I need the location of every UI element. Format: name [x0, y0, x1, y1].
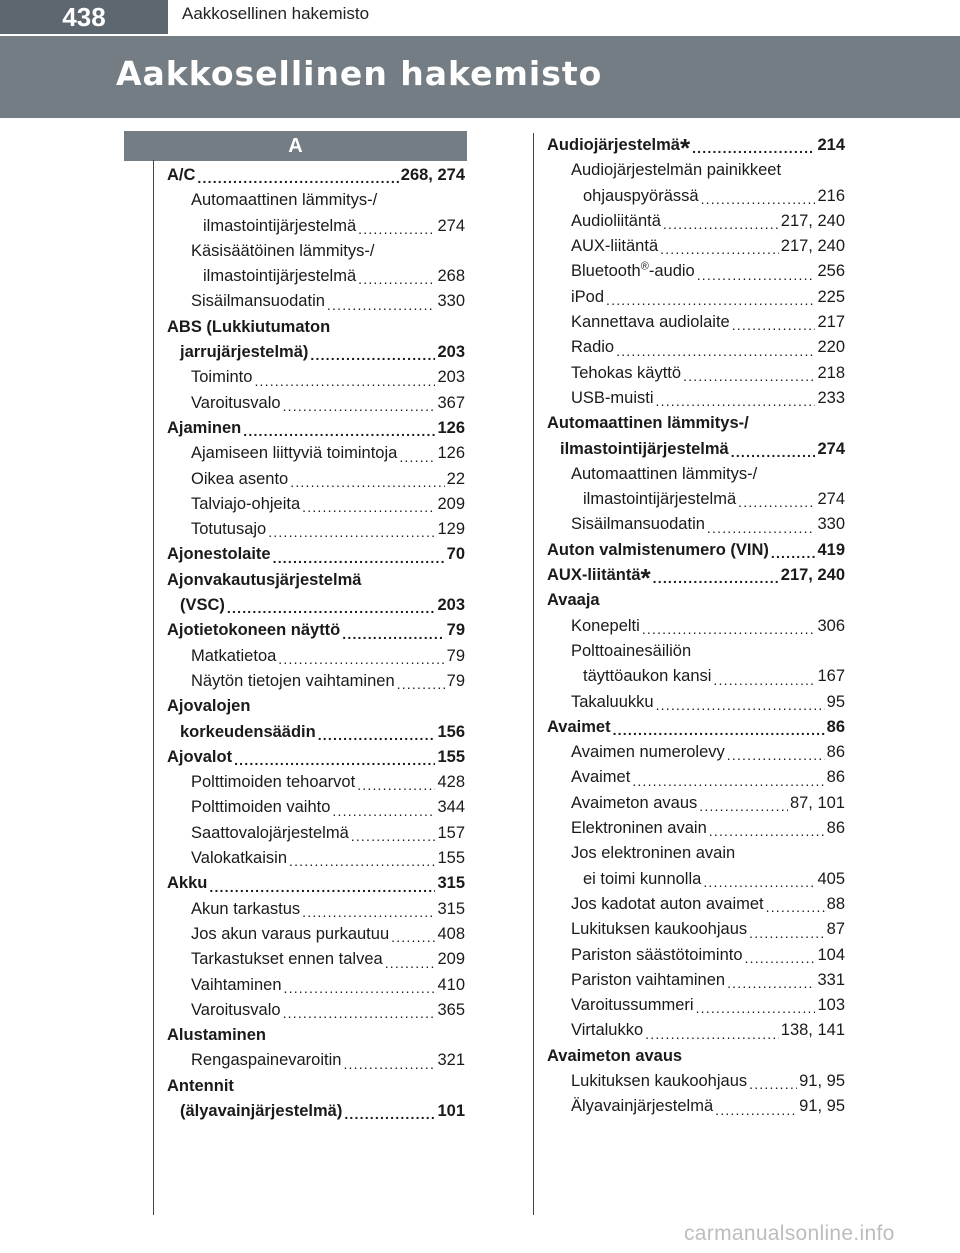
index-entry — [167, 720, 465, 745]
entry-page: 167 — [817, 667, 845, 686]
entry-term: Vaihtaminen — [191, 975, 282, 994]
dot-leader — [197, 168, 398, 188]
dot-leader — [397, 674, 445, 694]
dot-leader — [713, 670, 815, 690]
dot-leader — [342, 624, 444, 644]
index-entry — [547, 841, 845, 866]
index-entry — [167, 1023, 465, 1048]
entry-term: Audioliitäntä — [571, 211, 661, 230]
entry-page: 86 — [826, 743, 845, 762]
index-column-left — [167, 163, 465, 1124]
index-entry — [167, 289, 465, 314]
entry-term: Automaattinen lämmitys-/ — [547, 414, 749, 433]
dot-leader — [268, 522, 435, 542]
index-entry — [547, 361, 845, 386]
index-entry — [547, 690, 845, 715]
entry-term: korkeudensäädin — [180, 722, 316, 741]
entry-term: Elektroninen avain — [571, 819, 707, 838]
dot-leader — [327, 295, 436, 315]
entry-term: Akku — [167, 874, 208, 893]
index-entry — [547, 259, 845, 284]
entry-term: ilmastointijärjestelmä — [203, 267, 357, 286]
index-entry — [167, 846, 465, 871]
dot-leader — [358, 269, 435, 289]
dot-leader — [771, 543, 816, 563]
entry-page: 274 — [817, 439, 845, 458]
index-entry — [547, 993, 845, 1018]
index-entry — [547, 335, 845, 360]
entry-term: Jos elektroninen avain — [571, 844, 736, 863]
entry-term: ilmastointijärjestelmä — [203, 216, 357, 235]
running-head: Aakkosellinen hakemisto — [182, 4, 370, 23]
entry-page: 157 — [437, 823, 465, 842]
entry-term: Avaimet — [547, 717, 611, 736]
index-entry — [547, 285, 845, 310]
index-entry — [547, 411, 845, 436]
index-entry — [547, 234, 845, 259]
entry-page: 203 — [437, 343, 465, 362]
index-entry — [167, 973, 465, 998]
dot-leader — [385, 953, 436, 973]
entry-page: 101 — [437, 1101, 465, 1120]
entry-page: 274 — [437, 216, 465, 235]
entry-page: 126 — [437, 418, 465, 437]
entry-page: 365 — [437, 1000, 465, 1019]
index-entry — [167, 947, 465, 972]
dot-leader — [683, 366, 815, 386]
entry-term: Varoitusvalo — [191, 1000, 281, 1019]
dot-leader — [656, 391, 816, 411]
title-band — [0, 36, 960, 118]
dot-leader — [645, 1024, 779, 1044]
dot-leader — [697, 265, 816, 285]
entry-page: 155 — [437, 849, 465, 868]
entry-page: 104 — [817, 945, 845, 964]
entry-term: ilmastointijärjestelmä — [583, 490, 737, 509]
entry-page: 22 — [446, 469, 465, 488]
index-entry — [167, 492, 465, 517]
entry-page: 79 — [446, 671, 465, 690]
index-entry — [547, 791, 845, 816]
dot-leader — [653, 568, 779, 588]
entry-term: Totutusajo — [191, 520, 267, 539]
index-entry — [167, 593, 465, 618]
dot-leader — [358, 219, 435, 239]
entry-page: 220 — [817, 338, 845, 357]
entry-page: 138, 141 — [780, 1021, 845, 1040]
page-title: Aakkosellinen hakemisto — [116, 54, 603, 93]
entry-term: Käsisäätöinen lämmitys-/ — [191, 241, 375, 260]
entry-term: USB-muisti — [571, 388, 654, 407]
index-entry — [547, 740, 845, 765]
index-entry — [167, 821, 465, 846]
top-header — [0, 0, 960, 36]
entry-page: 95 — [826, 692, 845, 711]
entry-term: AUX-liitäntä* — [547, 563, 651, 594]
entry-term: Alustaminen — [167, 1026, 267, 1045]
entry-page: 306 — [817, 616, 845, 635]
entry-term: Avaimeton avaus — [547, 1046, 683, 1065]
entry-page: 217 — [817, 313, 845, 332]
index-entry — [167, 214, 465, 239]
entry-page: 419 — [817, 540, 845, 559]
entry-term: ABS (Lukkiutumaton — [167, 317, 331, 336]
index-entry — [547, 563, 845, 594]
index-entry — [167, 542, 465, 567]
entry-page: 87, 101 — [789, 793, 845, 812]
entry-page: 155 — [437, 747, 465, 766]
dot-leader — [391, 927, 435, 947]
entry-page: 86 — [826, 819, 845, 838]
dot-leader — [663, 214, 779, 234]
entry-term: Oikea asento — [191, 469, 289, 488]
entry-page: 86 — [826, 717, 845, 736]
entry-page: 410 — [437, 975, 465, 994]
entry-term: Toiminto — [191, 368, 253, 387]
entry-term: Rengaspainevaroitin — [191, 1051, 342, 1070]
index-entry — [547, 1069, 845, 1094]
dot-leader — [701, 189, 816, 209]
entry-page: 126 — [437, 444, 465, 463]
index-entry — [547, 512, 845, 537]
entry-term: ilmastointijärjestelmä — [560, 439, 729, 458]
entry-term: Auton valmistenumero (VIN) — [547, 540, 769, 559]
entry-page: 428 — [437, 773, 465, 792]
entry-term: Tarkastukset ennen talvea — [191, 950, 383, 969]
index-entry — [547, 184, 845, 209]
entry-page: 256 — [817, 262, 845, 281]
index-entry — [547, 588, 845, 613]
dot-leader — [332, 801, 435, 821]
index-entry — [547, 209, 845, 234]
dot-leader — [692, 138, 815, 158]
entry-term: Automaattinen lämmitys-/ — [191, 191, 378, 210]
entry-page: 225 — [817, 287, 845, 306]
entry-term: Virtalukko — [571, 1021, 644, 1040]
entry-term: jarrujärjestelmä) — [180, 343, 309, 362]
entry-page: 344 — [437, 798, 465, 817]
index-entry — [167, 441, 465, 466]
entry-term: Avaimet — [571, 768, 631, 787]
entry-term: täyttöaukon kansi — [583, 667, 712, 686]
entry-term: Avaaja — [547, 591, 600, 610]
dot-leader — [738, 492, 815, 512]
index-entry — [547, 158, 845, 183]
entry-term: Ajonvakautusjärjestelmä — [167, 570, 362, 589]
dot-leader — [351, 826, 436, 846]
entry-page: 218 — [817, 363, 845, 382]
dot-leader — [696, 998, 816, 1018]
dot-leader — [715, 1100, 797, 1120]
dot-leader — [290, 472, 444, 492]
dot-leader — [703, 872, 815, 892]
index-entry — [167, 239, 465, 264]
index-entry — [547, 310, 845, 335]
dot-leader — [318, 725, 436, 745]
index-entry — [167, 315, 465, 340]
entry-page: 268, 274 — [400, 166, 465, 184]
entry-term: Lukituksen kaukoohjaus — [571, 920, 748, 939]
entry-term: Polttoainesäiliön — [571, 641, 692, 660]
dot-leader — [745, 948, 816, 968]
dot-leader — [357, 775, 435, 795]
dot-leader — [727, 973, 815, 993]
entry-term: Antennit — [167, 1076, 234, 1095]
index-column-right — [547, 133, 845, 1120]
page-number: 438 — [0, 0, 168, 34]
index-entry — [167, 1048, 465, 1073]
entry-term: Takaluukku — [571, 692, 654, 711]
index-entry — [547, 462, 845, 487]
entry-page: 216 — [817, 186, 845, 205]
index-entry — [167, 618, 465, 643]
dot-leader — [289, 851, 435, 871]
entry-term: iPod — [571, 287, 605, 306]
dot-leader — [310, 345, 435, 365]
entry-page: 79 — [446, 621, 465, 640]
entry-page: 156 — [437, 722, 465, 741]
index-entry — [167, 188, 465, 213]
dot-leader — [302, 902, 435, 922]
dot-leader — [243, 421, 435, 441]
dot-leader — [278, 649, 444, 669]
dot-leader — [254, 371, 435, 391]
entry-page: 217, 240 — [780, 211, 845, 230]
dot-leader — [606, 290, 815, 310]
dot-leader — [283, 396, 436, 416]
entry-page: 203 — [437, 596, 465, 615]
entry-term: Pariston säästötoiminto — [571, 945, 743, 964]
entry-term: Kannettava audiolaite — [571, 313, 730, 332]
entry-page: 217, 240 — [780, 566, 845, 585]
index-entry — [167, 770, 465, 795]
index-entry — [167, 340, 465, 365]
entry-term: A/C — [167, 166, 196, 184]
entry-page: 79 — [446, 646, 465, 665]
entry-page: 405 — [817, 869, 845, 888]
entry-page: 209 — [437, 494, 465, 513]
entry-term: Saattovalojärjestelmä — [191, 823, 349, 842]
entry-page: 268 — [437, 267, 465, 286]
column-divider-right — [533, 133, 534, 1215]
index-entry — [167, 568, 465, 593]
entry-term: ei toimi kunnolla — [583, 869, 702, 888]
entry-term: Automaattinen lämmitys-/ — [571, 464, 758, 483]
index-entry — [547, 943, 845, 968]
entry-term: Ajaminen — [167, 418, 242, 437]
index-entry — [167, 1099, 465, 1124]
entry-term: Jos akun varaus purkautuu — [191, 924, 390, 943]
entry-page: 91, 95 — [799, 1071, 845, 1090]
entry-page: 86 — [826, 768, 845, 787]
dot-leader — [234, 750, 435, 770]
entry-term: Polttimoiden vaihto — [191, 798, 331, 817]
index-entry — [547, 639, 845, 664]
registered-mark: ® — [640, 260, 649, 273]
index-entry — [167, 669, 465, 694]
entry-term: Ajonestolaite — [167, 545, 271, 564]
dot-leader — [343, 1054, 435, 1074]
entry-page: 88 — [826, 894, 845, 913]
entry-page: 209 — [437, 950, 465, 969]
index-entry — [547, 487, 845, 512]
index-entry — [547, 968, 845, 993]
entry-page: 367 — [437, 393, 465, 412]
entry-page: 331 — [817, 970, 845, 989]
dot-leader — [660, 239, 779, 259]
dot-leader — [632, 771, 824, 791]
index-entry — [167, 517, 465, 542]
entry-term: Varoitussummeri — [571, 996, 694, 1015]
index-entry — [547, 664, 845, 689]
entry-term: Valokatkaisin — [191, 849, 287, 868]
index-entry — [547, 816, 845, 841]
index-entry — [167, 795, 465, 820]
entry-page: 274 — [817, 490, 845, 509]
dot-leader — [302, 497, 435, 517]
index-entry — [167, 163, 465, 188]
entry-term: AUX-liitäntä — [571, 237, 659, 256]
dot-leader — [227, 598, 436, 618]
dot-leader — [273, 548, 445, 568]
entry-page: 214 — [817, 136, 845, 154]
entry-term: Näytön tietojen vaihtaminen — [191, 671, 395, 690]
entry-term: Ajovalojen — [167, 697, 251, 716]
index-entry — [167, 365, 465, 390]
index-entry — [547, 892, 845, 917]
entry-page: 233 — [817, 388, 845, 407]
dot-leader — [707, 518, 816, 538]
index-entry — [547, 715, 845, 740]
entry-term: Audiojärjestelmä* — [547, 133, 691, 163]
index-entry — [167, 391, 465, 416]
dot-leader — [709, 821, 825, 841]
index-entry — [547, 437, 845, 462]
section-letter: A — [124, 131, 467, 161]
entry-term: Ajovalot — [167, 747, 233, 766]
dot-leader — [727, 745, 825, 765]
entry-term: Matkatietoa — [191, 646, 277, 665]
entry-page: 330 — [817, 515, 845, 534]
entry-term: Varoitusvalo — [191, 393, 281, 412]
index-entry — [547, 1094, 845, 1119]
dot-leader — [732, 315, 816, 335]
index-entry — [547, 917, 845, 942]
entry-term: Radio — [571, 338, 615, 357]
entry-page: 129 — [437, 520, 465, 539]
entry-term: Ajamiseen liittyviä toimintoja — [191, 444, 398, 463]
dot-leader — [656, 695, 825, 715]
index-entry — [547, 1044, 845, 1069]
entry-term: (VSC) — [180, 596, 225, 615]
index-entry — [167, 416, 465, 441]
entry-page: 330 — [437, 292, 465, 311]
index-entry — [167, 467, 465, 492]
entry-term: Lukituksen kaukoohjaus — [571, 1071, 748, 1090]
asterisk-mark: * — [640, 563, 651, 594]
entry-term: Audiojärjestelmän painikkeet — [571, 161, 782, 180]
entry-term: Älyavainjärjestelmä — [571, 1097, 714, 1116]
dot-leader — [613, 720, 825, 740]
entry-term: Tehokas käyttö — [571, 363, 682, 382]
watermark: carmanualsonline.info — [684, 1222, 895, 1245]
dot-leader — [284, 978, 436, 998]
entry-term: (älyavainjärjestelmä) — [180, 1101, 343, 1120]
index-entry — [167, 745, 465, 770]
dot-leader — [699, 796, 788, 816]
dot-leader — [283, 1003, 436, 1023]
index-entry — [167, 922, 465, 947]
entry-page: 408 — [437, 924, 465, 943]
index-entry — [547, 867, 845, 892]
entry-term: Ajotietokoneen näyttö — [167, 621, 341, 640]
dot-leader — [399, 447, 435, 467]
entry-page: 315 — [437, 899, 465, 918]
index-entry — [167, 897, 465, 922]
entry-page: 70 — [446, 545, 465, 564]
entry-page: 103 — [817, 996, 845, 1015]
entry-page: 87 — [826, 920, 845, 939]
entry-page: 321 — [437, 1051, 465, 1070]
entry-term: Bluetooth®-audio — [571, 260, 695, 281]
index-entry — [167, 1074, 465, 1099]
dot-leader — [766, 897, 825, 917]
entry-term: Polttimoiden tehoarvot — [191, 773, 356, 792]
entry-term: Avaimeton avaus — [571, 793, 698, 812]
entry-term: Sisäilmansuodatin — [571, 515, 705, 534]
entry-term: Jos kadotat auton avaimet — [571, 894, 764, 913]
entry-term: ohjauspyörässä — [583, 186, 699, 205]
index-entry — [547, 614, 845, 639]
dot-leader — [209, 877, 435, 897]
entry-term: Pariston vaihtaminen — [571, 970, 726, 989]
entry-page: 217, 240 — [780, 237, 845, 256]
column-divider-left — [153, 160, 154, 1215]
index-entry — [167, 998, 465, 1023]
index-entry — [547, 1018, 845, 1043]
dot-leader — [749, 1074, 797, 1094]
index-entry — [167, 264, 465, 289]
index-entry — [547, 538, 845, 563]
index-entry — [547, 386, 845, 411]
entry-term: Konepelti — [571, 616, 640, 635]
dot-leader — [344, 1104, 435, 1124]
entry-page: 91, 95 — [799, 1097, 845, 1116]
entry-page: 203 — [437, 368, 465, 387]
dot-leader — [749, 923, 825, 943]
index-entry — [547, 765, 845, 790]
dot-leader — [616, 341, 815, 361]
entry-term: Sisäilmansuodatin — [191, 292, 325, 311]
index-entry — [167, 694, 465, 719]
index-entry — [547, 133, 845, 163]
entry-term: Akun tarkastus — [191, 899, 301, 918]
dot-leader — [642, 619, 816, 639]
index-entry — [167, 644, 465, 669]
entry-term: Talviajo-ohjeita — [191, 494, 301, 513]
entry-term: Avaimen numerolevy — [571, 743, 725, 762]
index-entry — [167, 871, 465, 896]
asterisk-mark: * — [679, 133, 691, 163]
entry-page: 315 — [437, 874, 465, 893]
dot-leader — [731, 442, 816, 462]
